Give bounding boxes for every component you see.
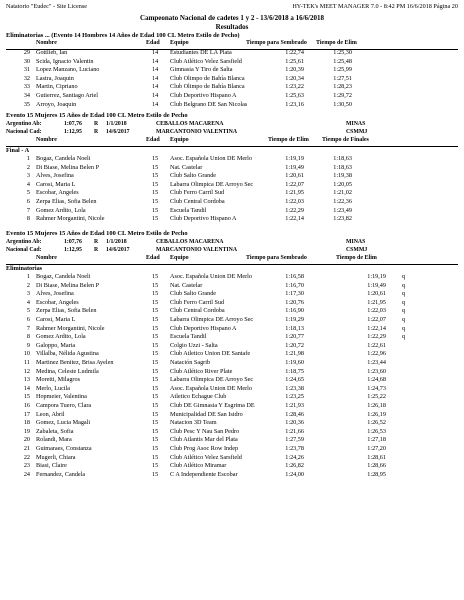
name-cell: Di Biase, Melina Belen P xyxy=(36,163,100,171)
place-cell: 16 xyxy=(23,402,30,409)
age-cell: 15 xyxy=(152,298,159,306)
age-cell: 14 xyxy=(152,74,159,82)
seed-time-cell: 1:20,36 xyxy=(285,419,304,427)
age-cell: 15 xyxy=(152,189,159,197)
age-cell: 15 xyxy=(152,410,159,418)
seed-time-cell: 1:28,46 xyxy=(285,410,304,418)
final-time-cell: 1:19,38 xyxy=(333,172,352,180)
age-cell: 15 xyxy=(152,324,159,332)
seed-time-cell: 1:20,34 xyxy=(285,74,304,82)
final-time-cell: 1:26,18 xyxy=(367,402,386,409)
seed-time-cell: 1:21,95 xyxy=(285,189,304,197)
name-cell: Fernandez, Candela xyxy=(36,470,86,478)
team-cell: Club Atlético Velez Sarsfield xyxy=(170,57,242,65)
place-cell: 4 xyxy=(26,180,30,188)
seed-time-cell: 1:24,26 xyxy=(285,453,304,461)
team-cell: Escuela Tandil xyxy=(170,333,207,341)
seed-time-cell: 1:25,61 xyxy=(285,57,304,65)
team-cell: Nat. Castelar xyxy=(170,163,203,171)
age-cell: 15 xyxy=(152,198,159,205)
team-cell: Asoc. Española Union DE Merlo xyxy=(170,155,252,162)
team-cell: Club Central Cordoba xyxy=(170,307,225,315)
seed-time-cell: 1:24,65 xyxy=(285,376,304,384)
name-cell: Zerpa Elias, Sofia Belen xyxy=(36,307,97,315)
place-cell: 7 xyxy=(26,324,30,332)
team-cell: Club Salto Grande xyxy=(170,172,217,180)
team-cell: Club Belgrano DE San Nicolas xyxy=(170,100,248,108)
final-time-cell: 1:28,95 xyxy=(367,470,386,478)
place-cell: 8 xyxy=(26,333,30,341)
age-cell: 15 xyxy=(152,470,159,478)
final-time-cell: 1:29,72 xyxy=(333,92,352,99)
qualifier-cell: q xyxy=(402,316,406,323)
name-cell: Gomez Ardito, Lola xyxy=(36,333,86,341)
team-cell: Club Atletico Union DE Santafe xyxy=(170,350,251,358)
place-cell: 17 xyxy=(23,410,30,418)
place-cell: 2 xyxy=(26,281,30,289)
place-cell: 18 xyxy=(23,419,30,427)
age-cell: 15 xyxy=(152,290,159,298)
team-cell: Atletico Echague Club xyxy=(170,393,227,401)
final-time-cell: 1:22,96 xyxy=(367,350,386,358)
age-cell: 14 xyxy=(152,92,159,99)
qualifier-cell: q xyxy=(402,273,406,280)
team-cell: Asoc. Española Union DE Merlo xyxy=(170,273,252,280)
team-cell: Club Ferro Carril Sud xyxy=(170,189,225,197)
place-cell: 24 xyxy=(23,470,30,478)
seed-time-cell: 1:21,66 xyxy=(285,427,304,435)
seed-time-cell: 1:22,14 xyxy=(285,215,304,223)
final-time-cell: 1:21,02 xyxy=(333,189,352,197)
seed-time-cell: 1:17,30 xyxy=(285,290,304,298)
final-time-cell: 1:27,20 xyxy=(367,445,386,452)
place-cell: 6 xyxy=(26,198,30,205)
final-time-cell: 1:19,49 xyxy=(367,281,386,289)
age-cell: 15 xyxy=(152,281,159,289)
seed-time-cell: 1:19,49 xyxy=(285,163,304,171)
team-cell: Labarra Olimpica DE Arroyo Sec xyxy=(170,376,254,384)
team-cell: Club Central Cordoba xyxy=(170,198,225,205)
place-cell: 11 xyxy=(24,359,30,366)
final-time-cell: 1:22,61 xyxy=(367,341,386,349)
seed-time-cell: 1:23,25 xyxy=(285,393,304,401)
team-cell: C A Independiente Escobar xyxy=(170,470,238,478)
age-cell: 15 xyxy=(152,384,159,392)
team-cell: Club Deportivo Hispano A xyxy=(170,92,237,99)
seed-time-cell: 1:23,22 xyxy=(285,83,304,91)
final-time-cell: 1:18,63 xyxy=(333,163,352,171)
col-team: Equipo xyxy=(170,40,189,46)
place-cell: 1 xyxy=(26,273,30,280)
place-cell: 32 xyxy=(23,74,30,82)
seed-time-cell: 1:16,70 xyxy=(285,281,304,289)
qualifier-cell: q xyxy=(402,333,406,341)
final-time-cell: 1:22,07 xyxy=(367,316,386,323)
final-time-cell: 1:21,95 xyxy=(367,298,386,306)
place-cell: 5 xyxy=(26,189,30,197)
age-cell: 15 xyxy=(152,206,159,214)
place-cell: 33 xyxy=(23,83,30,91)
results-page: Natatorio "Eudec" - Site License HY-TEK's MEET MANAGER 7.0 - 8:42 PM 16/6/2018 Página 20 Campeonato Nacional de cadetes 1 y 2 - 13/6/2018 a 16/6/2018 Resultados Eliminatorias ... (Evento 14 Hombres 14 Años de Edad 100 CL Metro Estilo de Pecho) Nombre Edad Equipo Tiempo para Sembrado Tiempo de Elim 29 Gottlieb, Ian 14 Estudiantes DE LA Plata 1:22,74 1:25,30 30 Scida, Ignacio Valentin 14 Club Atlético Velez Sarsfield 1:25,61 1:25,48 31 Lopez Manzano, Luciano 14 Gimnasia Y Tiro de Salta 1:20,39 1:25,99 32 Lastra, Joaquin 14 Club Olimpo de Bahía Blanca 1:20,34 1:27,51 33 Martin, Cipriano 14 Club Olimpo de Bahía Blanca 1:23,22 1:28,23 34 Gutierrez, Santiago Ariel 14 Club Deportivo Hispano A 1:25,63 1:29,72 35 Arroyo, Joaquin 14 Club Belgrano DE San Nicolas 1:23,16 1:30,50 Evento 15 Mujeres 15 Años de Edad 100 CL Metro Estilo de Pecho Argentino Ab: 1:07,76 R 1/1/2018 CEBALLOS MACARENA MINAS Nacional Cad: 1:12,95 R 14/6/2017 MARCANTONIO VALENTINA CSMMJ Nombre Edad Equipo Tiempo de Elim Tiempo de Finales Final - A 1 Bogaz, Candela Noeli 15 Asoc. Española Union DE Merlo 1:19,19 1:18,63 2 Di Biase, Melina Belen P 15 Nat. Castelar 1:19,49 1:18,63 3 Alves, Josefina 15 Club Salto Grande 1:20,61 1:19,38 4 Carosi, Maria L 15 Labarra Olimpica DE Arroyo Sec 1:22,07 1:20,05 5 Escobar, Angeles 15 Club Ferro Carril Sud 1:21,95 1:21,02 6 Zerpa Elias, Sofia Belen 15 Club Central Cordoba 1:22,03 1:22,36 7 Gomez Ardito, Lola 15 Escuela Tandil 1:22,29 1:23,49 8 Rahmer Morgantini, Nicole 15 Club Deportivo Hispano A 1:22,14 1:23,82 Evento 15 Mujeres 15 Años de Edad 100 CL Metro Estilo de Pecho Argentino Ab: 1:07,76 R 1/1/2018 CEBALLOS MACARENA MINAS Nacional Cad: 1:12,95 R 14/6/2017 MARCANTONIO VALENTINA CSMMJ Nombre Edad Equipo Tiempo para Sembrado Tiempo de Elim Eliminatorias 1 Bogaz, Candela Noeli 15 Asoc. Española Union DE Merlo 1:16,58 1:19,19 q 2 Di Biase, Melina Belen P 15 Nat. Castelar 1:16,70 1:19,49 q 3 Alves, Josefina 15 Club Salto Grande 1:17,30 1:20,61 q 4 Escobar, Angeles 15 Club Ferro Carril Sud 1:20,76 1:21,95 q 5 Zerpa Elias, Sofia Belen 15 Club Central Cordoba 1:16,90 1:22,03 q 6 Carosi, Maria L 15 Labarra Olimpica DE Arroyo Sec 1:19,29 1:22,07 q 7 Rahmer Morgantini, Nicole 15 Club Deportivo Hispano A 1:18,13 1:22,14 q 8 Gomez Ardito, Lola 15 Escuela Tandil 1:20,77 1:22,29 q 9 Galoppo, Maria 15 Colgio Uzzi - Salta 1:20,72 1:22,61 10 Villalba, Nélida Agustina 15 Club Atletico Union DE Santafe 1:21,98 1:22,96 11 Martinez Benitez, Brisa Ayelen 15 Natación Sagrib 1:19,60 1:23,44 12 Medina, Celeste Ludmila 15 Club Atlético River Plate 1:18,75 1:23,60 13 Moretti, Milagros 15 Labarra Olimpica DE Arroyo Sec 1:24,65 1:24,68 14 Merlo, Lucila 15 Asoc. Española Union DE Merlo 1:23,38 1:24,73 15 Hopmeier, Valentina 15 Atletico Echague Club 1:23,25 1:25,22 16 Campora Tuero, Clara 15 Club DE Gimnasia Y Esgrima DE 1:21,93 1:26,18 17 Leon, Abril 15 Municipalidad DE San Isidro 1:28,46 1:26,19 18 Gomez, Lucia Magali 15 Natacion 3D Team 1:20,36 1:26,52 19 Zabaleta, Sofia 15 Club Pesc Y Nau San Pedro 1:21,66 1:26,53 20 Rolandi, Mara 15 Club Atlantis Mar del Plata 1:27,59 1:27,18 21 Guimaraes, Constanza 15 Club Prog Asoc Row Indep 1:23,78 1:27,20 22 Mugerli, Chiara 15 Club Atlético Velez Sarsfield 1:24,26 1:28,61 23 Biasi, Claire 15 Club Atlético Miramar 1:26,82 1:28,66 24 Fernandez, Candela 15 C A Independiente Escobar 1:24,00 1:28,95 xyxy=(0,0,464,600)
name-cell: Martinez Benitez, Brisa Ayelen xyxy=(36,359,114,366)
name-cell: Martin, Cipriano xyxy=(36,83,78,91)
place-cell: 34 xyxy=(23,92,30,99)
name-cell: Leon, Abril xyxy=(36,410,65,418)
age-cell: 15 xyxy=(152,155,159,162)
place-cell: 1 xyxy=(26,155,30,162)
name-cell: Gomez, Lucia Magali xyxy=(36,419,91,427)
final-time-cell: 1:23,60 xyxy=(367,367,386,375)
seed-time-cell: 1:22,07 xyxy=(285,180,304,188)
place-cell: 2 xyxy=(26,163,30,171)
team-cell: Labarra Olimpica DE Arroyo Sec xyxy=(170,316,254,323)
team-cell: Club DE Gimnasia Y Esgrima DE xyxy=(170,402,255,409)
team-cell: Club Prog Asoc Row Indep xyxy=(170,445,239,452)
place-cell: 20 xyxy=(23,436,30,444)
place-cell: 15 xyxy=(23,393,30,401)
name-cell: Zerpa Elias, Sofia Belen xyxy=(36,198,97,205)
name-cell: Medina, Celeste Ludmila xyxy=(36,367,99,375)
final-time-cell: 1:27,51 xyxy=(333,74,352,82)
seed-time-cell: 1:25,63 xyxy=(285,92,304,99)
seed-time-cell: 1:22,29 xyxy=(285,206,304,214)
final-a-heading: Final - A xyxy=(6,147,30,154)
team-cell: Estudiantes DE LA Plata xyxy=(170,49,232,56)
name-cell: Lopez Manzano, Luciano xyxy=(36,66,100,74)
age-cell: 15 xyxy=(152,376,159,384)
final-time-cell: 1:28,66 xyxy=(367,462,386,470)
age-cell: 15 xyxy=(152,307,159,315)
name-cell: Bogaz, Candela Noeli xyxy=(36,273,91,280)
name-cell: Carosi, Maria L xyxy=(36,316,76,323)
seed-time-cell: 1:16,58 xyxy=(285,273,304,280)
name-cell: Villalba, Nélida Agustina xyxy=(36,350,99,358)
seed-time-cell: 1:19,29 xyxy=(285,316,304,323)
name-cell: Moretti, Milagros xyxy=(36,376,80,384)
age-cell: 14 xyxy=(152,57,159,65)
final-time-cell: 1:27,18 xyxy=(367,436,386,444)
seed-time-cell: 1:24,00 xyxy=(285,470,304,478)
seed-time-cell: 1:23,78 xyxy=(285,445,304,452)
name-cell: Alves, Josefina xyxy=(36,172,74,180)
team-cell: Labarra Olimpica DE Arroyo Sec xyxy=(170,180,254,188)
name-cell: Rolandi, Mara xyxy=(36,436,72,444)
seed-time-cell: 1:21,98 xyxy=(285,350,304,358)
results-subtitle: Resultados xyxy=(215,23,249,31)
age-cell: 15 xyxy=(152,359,159,366)
name-cell: Gomez Ardito, Lola xyxy=(36,206,86,214)
name-cell: Di Biase, Melina Belen P xyxy=(36,281,100,289)
age-cell: 15 xyxy=(152,462,159,470)
seed-time-cell: 1:16,90 xyxy=(285,307,304,315)
final-time-cell: 1:23,49 xyxy=(333,206,352,214)
software-info: HY-TEK's MEET MANAGER 7.0 - 8:42 PM 16/6/2018 Página 20 xyxy=(292,3,458,10)
seed-time-cell: 1:23,16 xyxy=(285,100,304,108)
team-cell: Club Atlético Velez Sarsfield xyxy=(170,453,242,461)
name-cell: Escobar, Angeles xyxy=(36,189,79,197)
event-15-prelim-column-header: Nombre Edad Equipo Tiempo para Sembrado Tiempo de Elim xyxy=(6,255,458,265)
age-cell: 15 xyxy=(152,341,159,349)
team-cell: Natación Sagrib xyxy=(170,359,211,366)
seed-time-cell: 1:20,72 xyxy=(285,341,304,349)
team-cell: Club Ferro Carril Sud xyxy=(170,298,225,306)
age-cell: 15 xyxy=(152,163,159,171)
name-cell: Scida, Ignacio Valentin xyxy=(36,57,94,65)
name-cell: Rahmer Morgantini, Nicole xyxy=(36,215,105,223)
name-cell: Rahmer Morgantini, Nicole xyxy=(36,324,105,332)
table-row xyxy=(6,101,458,110)
name-cell: Alves, Josefina xyxy=(36,290,74,298)
team-cell: Club Deportivo Hispano A xyxy=(170,324,237,332)
place-cell: 22 xyxy=(23,453,30,461)
team-cell: Club Pesc Y Nau San Pedro xyxy=(170,427,240,435)
qualifier-cell: q xyxy=(402,324,406,332)
age-cell: 15 xyxy=(152,419,159,427)
seed-time-cell: 1:26,82 xyxy=(285,462,304,470)
final-time-cell: 1:20,05 xyxy=(333,180,352,188)
team-cell: Municipalidad DE San Isidro xyxy=(170,410,243,418)
seed-time-cell: 1:20,77 xyxy=(285,333,304,341)
name-cell: Guimaraes, Constanza xyxy=(36,445,92,452)
team-cell: Gimnasia Y Tiro de Salta xyxy=(170,66,233,74)
place-cell: 21 xyxy=(23,445,30,452)
place-cell: 12 xyxy=(23,367,30,375)
name-cell: Mugerli, Chiara xyxy=(36,453,76,461)
age-cell: 15 xyxy=(152,333,159,341)
name-cell: Gottlieb, Ian xyxy=(36,49,68,56)
team-cell: Club Deportivo Hispano A xyxy=(170,215,237,223)
age-cell: 15 xyxy=(152,350,159,358)
seed-time-cell: 1:20,61 xyxy=(285,172,304,180)
page-header xyxy=(6,3,458,13)
final-time-cell: 1:19,19 xyxy=(367,273,386,280)
place-cell: 19 xyxy=(23,427,30,435)
event-14-title: Eliminatorias ... (Evento 14 Hombres 14 Años de Edad 100 CL Metro Estilo de Pecho) xyxy=(6,32,240,39)
name-cell: Arroyo, Joaquin xyxy=(36,100,77,108)
event-15-final-title: Evento 15 Mujeres 15 Años de Edad 100 CL Metro Estilo de Pecho xyxy=(6,112,188,119)
place-cell: 7 xyxy=(26,206,30,214)
team-cell: Club Olimpo de Bahía Blanca xyxy=(170,83,245,91)
age-cell: 15 xyxy=(152,316,159,323)
event-15-prelim-title: Evento 15 Mujeres 15 Años de Edad 100 CL Metro Estilo de Pecho xyxy=(6,230,188,237)
age-cell: 15 xyxy=(152,436,159,444)
age-cell: 14 xyxy=(152,100,159,108)
seed-time-cell: 1:20,76 xyxy=(285,298,304,306)
team-cell: Club Atlantis Mar del Plata xyxy=(170,436,238,444)
place-cell: 23 xyxy=(23,462,30,470)
team-cell: Club Olimpo de Bahía Blanca xyxy=(170,74,245,82)
team-cell: Club Atlético River Plate xyxy=(170,367,233,375)
age-cell: 15 xyxy=(152,180,159,188)
age-cell: 15 xyxy=(152,427,159,435)
col-name: Nombre xyxy=(36,40,57,46)
place-cell: 14 xyxy=(23,384,30,392)
place-cell: 6 xyxy=(26,316,30,323)
final-time-cell: 1:25,48 xyxy=(333,57,352,65)
team-cell: Club Salto Grande xyxy=(170,290,217,298)
name-cell: Galoppo, Maria xyxy=(36,341,76,349)
age-cell: 14 xyxy=(152,66,159,74)
final-time-cell: 1:26,19 xyxy=(367,410,386,418)
place-cell: 13 xyxy=(23,376,30,384)
final-time-cell: 1:24,73 xyxy=(367,384,386,392)
final-time-cell: 1:24,68 xyxy=(367,376,386,384)
meet-title: Campeonato Nacional de cadetes 1 y 2 - 13/6/2018 a 16/6/2018 xyxy=(140,14,324,22)
age-cell: 15 xyxy=(152,393,159,401)
final-time-cell: 1:25,30 xyxy=(333,49,352,56)
place-cell: 30 xyxy=(23,57,30,65)
seed-time-cell: 1:22,74 xyxy=(285,49,304,56)
age-cell: 14 xyxy=(152,83,159,91)
final-time-cell: 1:18,63 xyxy=(333,155,352,162)
name-cell: Merlo, Lucila xyxy=(36,384,71,392)
final-time-cell: 1:20,61 xyxy=(367,290,386,298)
name-cell: Escobar, Angeles xyxy=(36,298,79,306)
seed-time-cell: 1:20,39 xyxy=(285,66,304,74)
col-final: Tiempo de Elim xyxy=(316,40,357,46)
seed-time-cell: 1:19,60 xyxy=(285,359,304,366)
place-cell: 4 xyxy=(26,298,30,306)
site-license: Natatorio "Eudec" - Site License xyxy=(6,3,87,10)
eliminatorias-heading: Eliminatorias xyxy=(6,265,43,272)
age-cell: 15 xyxy=(152,172,159,180)
seed-time-cell: 1:21,93 xyxy=(285,402,304,409)
age-cell: 15 xyxy=(152,273,159,280)
qualifier-cell: q xyxy=(402,298,406,306)
table-row xyxy=(6,215,458,224)
team-cell: Asoc. Española Union DE Merlo xyxy=(170,384,252,392)
qualifier-cell: q xyxy=(402,281,406,289)
age-cell: 15 xyxy=(152,402,159,409)
final-time-cell: 1:28,61 xyxy=(367,453,386,461)
final-time-cell: 1:22,03 xyxy=(367,307,386,315)
seed-time-cell: 1:18,13 xyxy=(285,324,304,332)
name-cell: Gutierrez, Santiago Ariel xyxy=(36,92,99,99)
event-15-final-column-header: Nombre Edad Equipo Tiempo de Elim Tiempo de Finales xyxy=(6,137,458,147)
place-cell: 3 xyxy=(26,172,30,180)
place-cell: 29 xyxy=(23,49,30,56)
final-time-cell: 1:28,23 xyxy=(333,83,352,91)
seed-time-cell: 1:27,59 xyxy=(285,436,304,444)
name-cell: Campora Tuero, Clara xyxy=(36,402,92,409)
team-cell: Natacion 3D Team xyxy=(170,419,217,427)
final-time-cell: 1:22,36 xyxy=(333,198,352,205)
age-cell: 15 xyxy=(152,453,159,461)
place-cell: 31 xyxy=(23,66,30,74)
final-time-cell: 1:23,82 xyxy=(333,215,352,223)
final-time-cell: 1:30,50 xyxy=(333,100,352,108)
final-time-cell: 1:26,52 xyxy=(367,419,386,427)
name-cell: Hopmeier, Valentina xyxy=(36,393,87,401)
seed-time-cell: 1:23,38 xyxy=(285,384,304,392)
place-cell: 9 xyxy=(26,341,30,349)
team-cell: Nat. Castelar xyxy=(170,281,203,289)
final-time-cell: 1:22,29 xyxy=(367,333,386,341)
qualifier-cell: q xyxy=(402,290,406,298)
final-time-cell: 1:25,99 xyxy=(333,66,352,74)
age-cell: 15 xyxy=(152,367,159,375)
place-cell: 5 xyxy=(26,307,30,315)
col-age: Edad xyxy=(146,40,160,46)
team-cell: Club Atlético Miramar xyxy=(170,462,227,470)
seed-time-cell: 1:22,03 xyxy=(285,198,304,205)
name-cell: Bogaz, Candela Noeli xyxy=(36,155,91,162)
qualifier-cell: q xyxy=(402,307,406,315)
age-cell: 14 xyxy=(152,49,159,56)
name-cell: Carosi, Maria L xyxy=(36,180,76,188)
seed-time-cell: 1:18,75 xyxy=(285,367,304,375)
final-time-cell: 1:25,22 xyxy=(367,393,386,401)
place-cell: 35 xyxy=(23,100,30,108)
age-cell: 15 xyxy=(152,215,159,223)
place-cell: 3 xyxy=(26,290,30,298)
team-cell: Colgio Uzzi - Salta xyxy=(170,341,218,349)
name-cell: Lastra, Joaquin xyxy=(36,74,74,82)
place-cell: 10 xyxy=(23,350,30,358)
col-seed: Tiempo para Sembrado xyxy=(246,40,307,46)
name-cell: Zabaleta, Sofia xyxy=(36,427,74,435)
seed-time-cell: 1:19,19 xyxy=(285,155,304,162)
name-cell: Biasi, Claire xyxy=(36,462,67,470)
team-cell: Escuela Tandil xyxy=(170,206,207,214)
final-time-cell: 1:22,14 xyxy=(367,324,386,332)
final-time-cell: 1:26,53 xyxy=(367,427,386,435)
age-cell: 15 xyxy=(152,445,159,452)
final-time-cell: 1:23,44 xyxy=(367,359,386,366)
table-row xyxy=(6,471,458,480)
place-cell: 8 xyxy=(26,215,30,223)
